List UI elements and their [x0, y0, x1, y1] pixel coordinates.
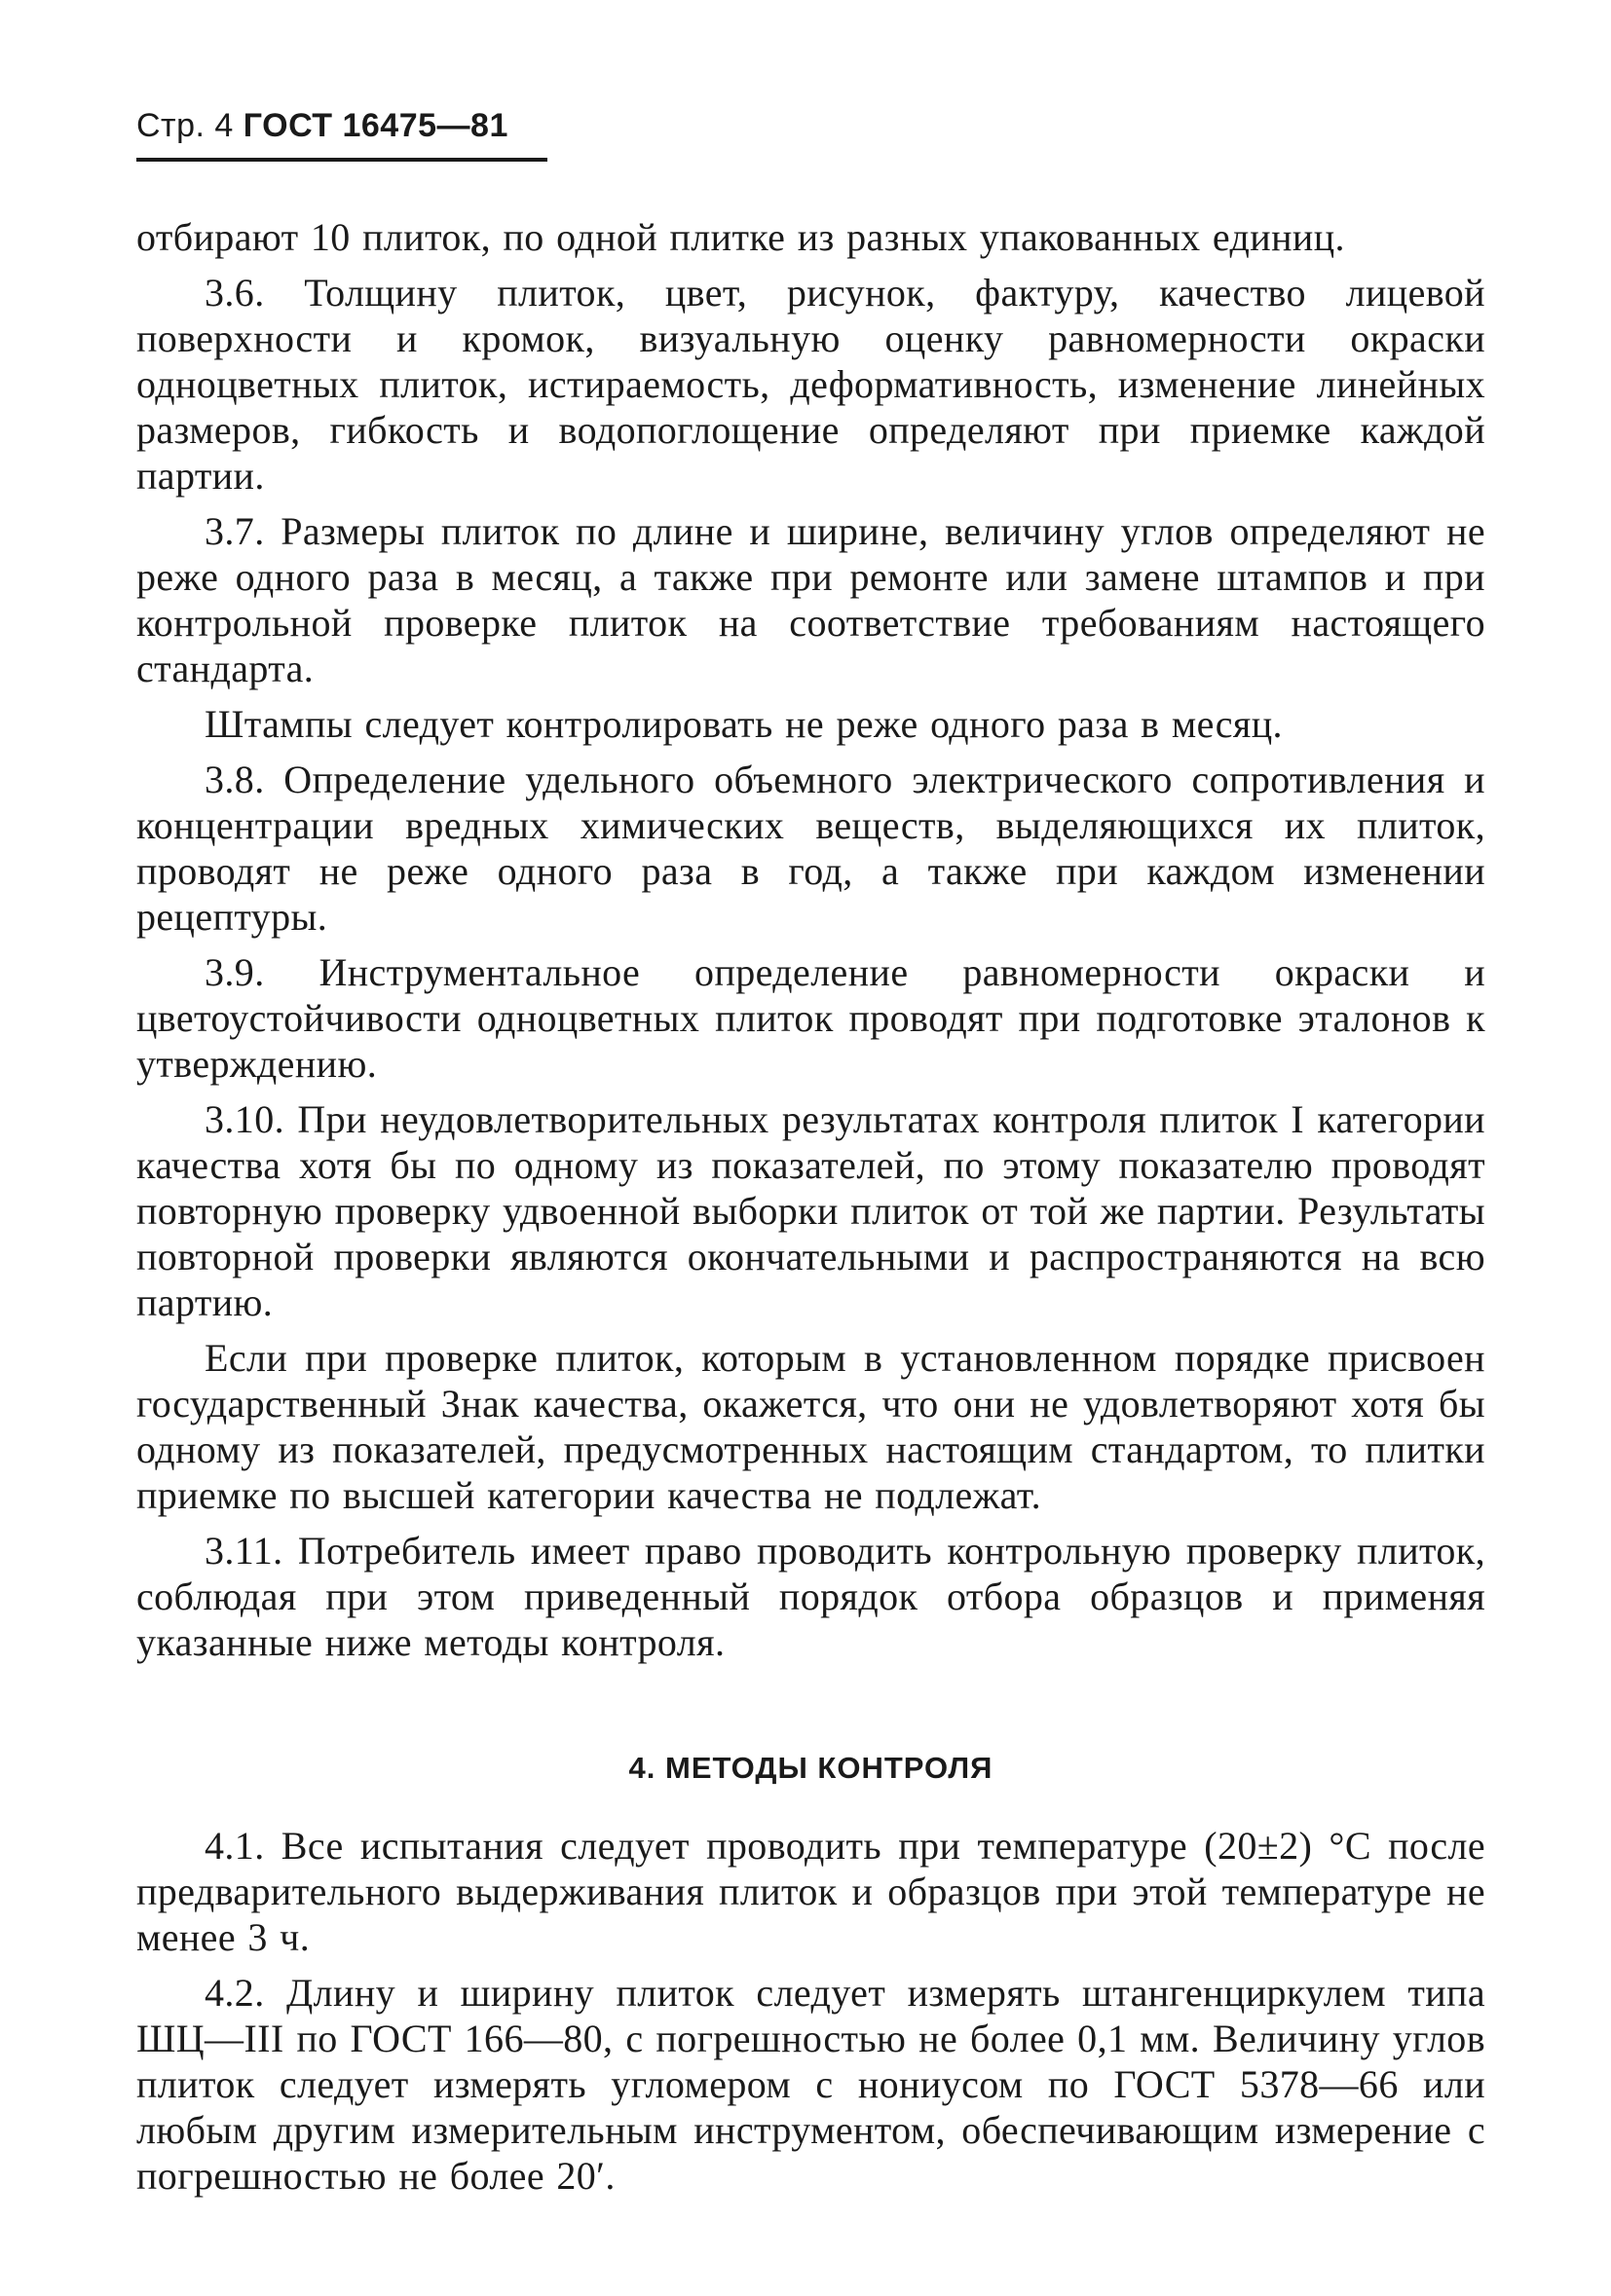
paragraph-stamps: Штампы следует контролировать не реже одного раза в месяц. — [205, 702, 1283, 746]
paragraph-3-11: 3.11. Потребитель имеет право проводить контрольную проверку плиток, соблюдая при этом приведенный порядок отбора образцов и применяя указанные ниже методы контроля. — [136, 1529, 1485, 1664]
header-rule — [136, 158, 547, 162]
paragraph-quality-mark: Если при проверке плиток, которым в установленном порядке присвоен государственный Знак качества, окажется, что они не удовлетворяют хотя бы одному из показателей, предусмотренных настоящим стандартом, то плитки приемке по высшей категории качества не подлежат. — [136, 1336, 1485, 1517]
page-number: Стр. 4 — [136, 107, 234, 144]
paragraph-4-2: 4.2. Длину и ширину плиток следует измерять штангенциркулем типа ШЦ—III по ГОСТ 166—80, с погрешностью не более 0,1 мм. Величину углов плиток следует измерять угломером с нониусом по ГОСТ 5378—66 или любым другим измерительным инструментом, обеспечивающим измерение с погрешностью не более 20′. — [136, 1971, 1485, 2198]
paragraph-3-9: 3.9. Инструментальное определение равномерности окраски и цветоустойчивости одноцветных плиток проводят при подготовке эталонов к утверждению. — [136, 950, 1485, 1086]
paragraph-3-10: 3.10. При неудовлетворительных результатах контроля плиток I категории качества хотя бы по одному из показателей, по этому показателю проводят повторную проверку удвоенной выборки плиток от той же партии. Результаты повторной проверки являются окончательными и распространяются на всю партию. — [136, 1097, 1485, 1324]
page-header — [136, 107, 508, 145]
section-title: 4. МЕТОДЫ КОНТРОЛЯ — [628, 1751, 993, 1785]
document-body — [136, 214, 1485, 2208]
standard-designation: ГОСТ 16475—81 — [243, 107, 508, 144]
paragraph-3-8: 3.8. Определение удельного объемного электрического сопротивления и концентрации вредных химических веществ, выделяющихся их плиток, проводят не реже одного раза в год, а также при каждом изменении рецептуры. — [136, 758, 1485, 939]
paragraph-continuation: отбирают 10 плиток, по одной плитке из разных упакованных единиц. — [136, 215, 1345, 259]
paragraph-3-6: 3.6. Толщину плиток, цвет, рисунок, фактуру, качество лицевой поверхности и кромок, визуальную оценку равномерности окраски одноцветных плиток, истираемость, деформативность, изменение линейных размеров, гибкость и водопоглощение определяют при приемке каждой партии. — [136, 271, 1485, 498]
paragraph-3-7: 3.7. Размеры плиток по длине и ширине, величину углов определяют не реже одного раза в месяц, а также при ремонте или замене штампов и при контрольной проверке плиток на соответствие требованиям настоящего стандарта. — [136, 509, 1485, 690]
paragraph-4-1: 4.1. Все испытания следует проводить при температуре (20±2) °С после предварительного выдерживания плиток и образцов при этой температуре не менее 3 ч. — [136, 1824, 1485, 1959]
